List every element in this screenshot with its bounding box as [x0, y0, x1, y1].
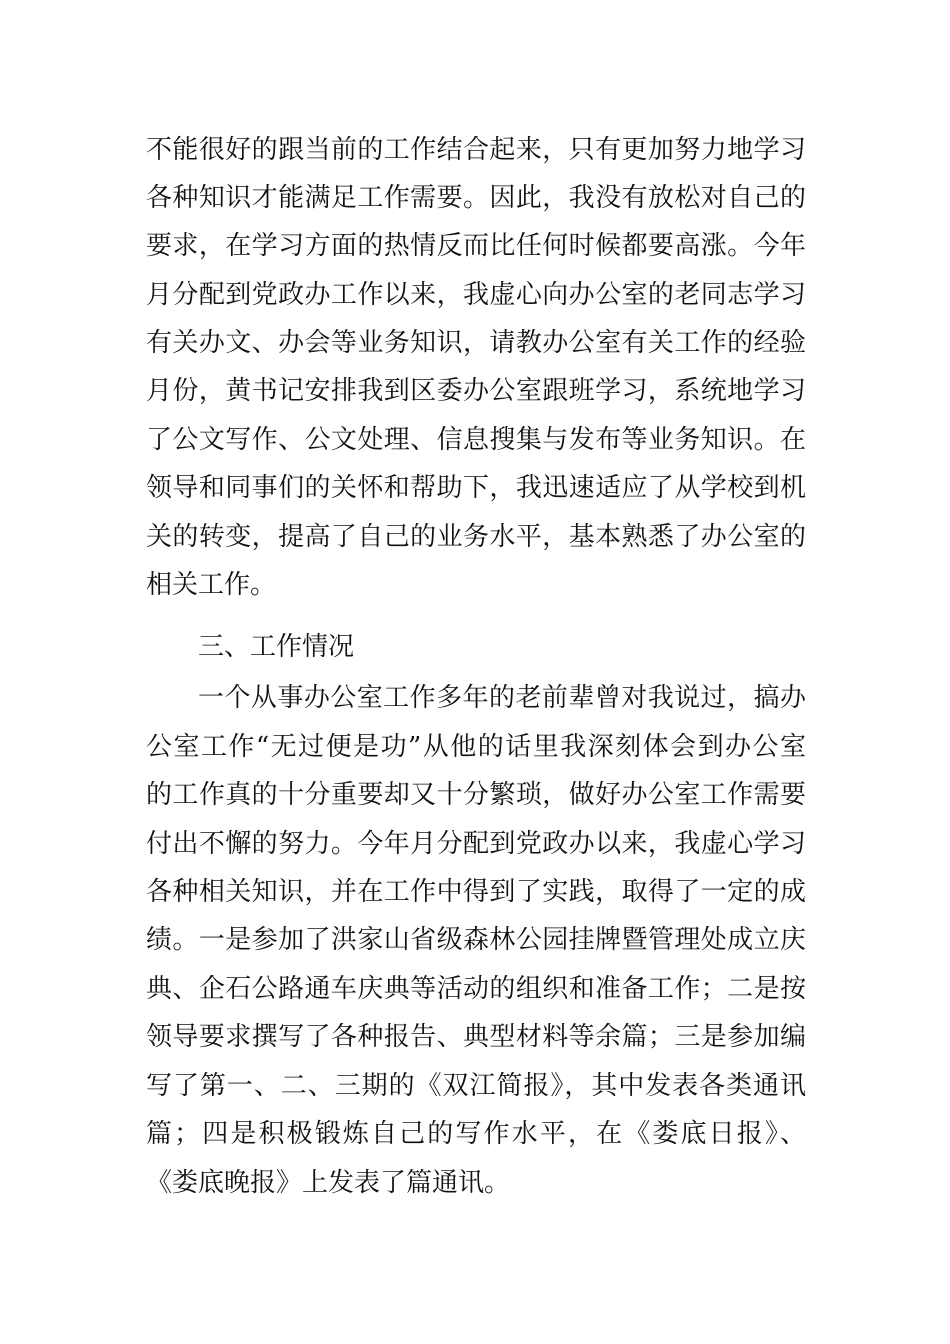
text-line: 绩。一是参加了洪家山省级森林公园挂牌暨管理处成立庆 [146, 925, 806, 955]
text-line: 一个从事办公室工作多年的老前辈曾对我说过，搞办 [198, 683, 806, 713]
text-line: 各种相关知识，并在工作中得到了实践，取得了一定的成 [146, 877, 806, 907]
text-line: 典、企石公路通车庆典等活动的组织和准备工作；二是按 [146, 974, 806, 1004]
text-line: 领导要求撰写了各种报告、典型材料等余篇；三是参加编 [146, 1022, 806, 1052]
text-line: 关的转变，提高了自己的业务水平，基本熟悉了办公室的 [146, 522, 806, 552]
text-line: 不能很好的跟当前的工作结合起来，只有更加努力地学习 [146, 135, 806, 165]
text-line: 公室工作“无过便是功”从他的话里我深刻体会到办公室 [146, 732, 806, 762]
text-line: 月份，黄书记安排我到区委办公室跟班学习，系统地学习 [146, 376, 806, 406]
text-line: 付出不懈的努力。今年月分配到党政办以来，我虚心学习 [146, 829, 806, 859]
text-line: 《娄底晚报》上发表了篇通讯。 [146, 1168, 511, 1198]
text-line: 篇；四是积极锻炼自己的写作水平，在《娄底日报》、 [146, 1119, 806, 1149]
text-line: 要求，在学习方面的热情反而比任何时候都要高涨。今年 [146, 231, 806, 261]
text-line: 领导和同事们的关怀和帮助下，我迅速适应了从学校到机 [146, 473, 806, 503]
text-line: 有关办文、办会等业务知识，请教办公室有关工作的经验 [146, 328, 806, 358]
text-line: 相关工作。 [146, 570, 277, 600]
text-line: 写了第一、二、三期的《双江简报》，其中发表各类通讯 [146, 1071, 806, 1101]
text-line: 月分配到党政办工作以来，我虚心向办公室的老同志学习 [146, 280, 806, 310]
section-heading: 三、工作情况 [198, 632, 355, 662]
text-line: 各种知识才能满足工作需要。因此，我没有放松对自己的 [146, 183, 806, 213]
text-line: 的工作真的十分重要却又十分繁琐，做好办公室工作需要 [146, 780, 806, 810]
text-line: 了公文写作、公文处理、信息搜集与发布等业务知识。在 [146, 425, 806, 455]
